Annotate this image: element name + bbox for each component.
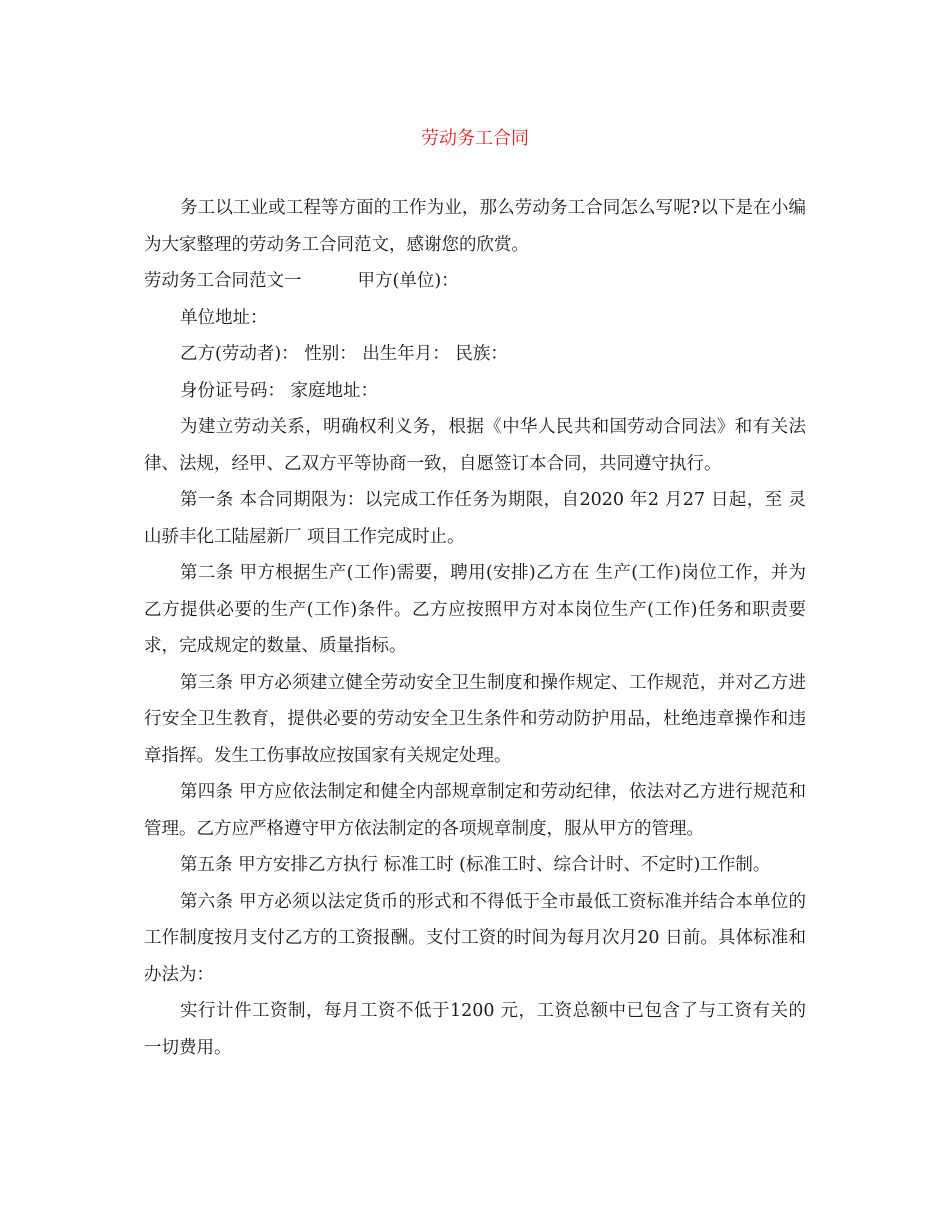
unit-address-field: 单位地址：: [180, 307, 268, 328]
article-2: 第二条 甲方根据生产(工作)需要，聘用(安排)乙方在 生产(工作)岗位工作，并为乙方提供必要的生产(工作)条件。乙方应按照甲方对本岗位生产(工作)任务和职责要求，完成规定的数量、质量指标。: [144, 563, 806, 656]
intro-paragraph: 务工以工业或工程等方面的工作为业，那么劳动务工合同怎么写呢?以下是在小编为大家整理的劳动务工合同范文，感谢您的欣赏。: [144, 198, 806, 255]
document-body: [144, 190, 806, 1066]
party-a-field: 甲方(单位)：: [357, 271, 459, 291]
article-5: 第五条 甲方安排乙方执行 标准工时 (标准工时、综合计时、不定时)工作制。: [180, 855, 771, 875]
party-b-field: 乙方(劳动者)： 性别： 出生年月： 民族：: [180, 344, 508, 364]
article-1: 第一条 本合同期限为：以完成工作任务为期限，自2020 年2 月27 日起，至 灵山骄丰化工陆屋新厂 项目工作完成时止。: [144, 490, 806, 547]
sample-heading-line: [144, 263, 806, 300]
article-6: 第六条 甲方必须以法定货币的形式和不得低于全市最低工资标准并结合本单位的工作制度按月支付乙方的工资报酬。支付工资的时间为每月次月20 日前。具体标准和办法为：: [144, 891, 806, 985]
wage-paragraph: 实行计件工资制，每月工资不低于1200 元，工资总额中已包含了与工资有关的一切费用。: [144, 1001, 806, 1058]
sample-heading: 劳动务工合同范文一: [144, 271, 302, 291]
article-4: 第四条 甲方应依法制定和健全内部规章制定和劳动纪律，依法对乙方进行规范和管理。乙方应严格遵守甲方依法制定的各项规章制度，服从甲方的管理。: [144, 782, 806, 839]
article-3: 第三条 甲方必须建立健全劳动安全卫生制度和操作规定、工作规范，并对乙方进行安全卫生教育，提供必要的劳动安全卫生条件和劳动防护用品，杜绝违章操作和违章指挥。发生工伤事故应按国家有关规定处理。: [144, 672, 806, 766]
preamble-paragraph: 为建立劳动关系，明确权利义务，根据《中华人民共和国劳动合同法》和有关法律、法规，经甲、乙双方平等协商一致，自愿签订本合同，共同遵守执行。: [144, 417, 806, 474]
id-address-field: 身份证号码： 家庭地址：: [180, 380, 379, 401]
document-title: 劳动务工合同: [421, 128, 529, 149]
